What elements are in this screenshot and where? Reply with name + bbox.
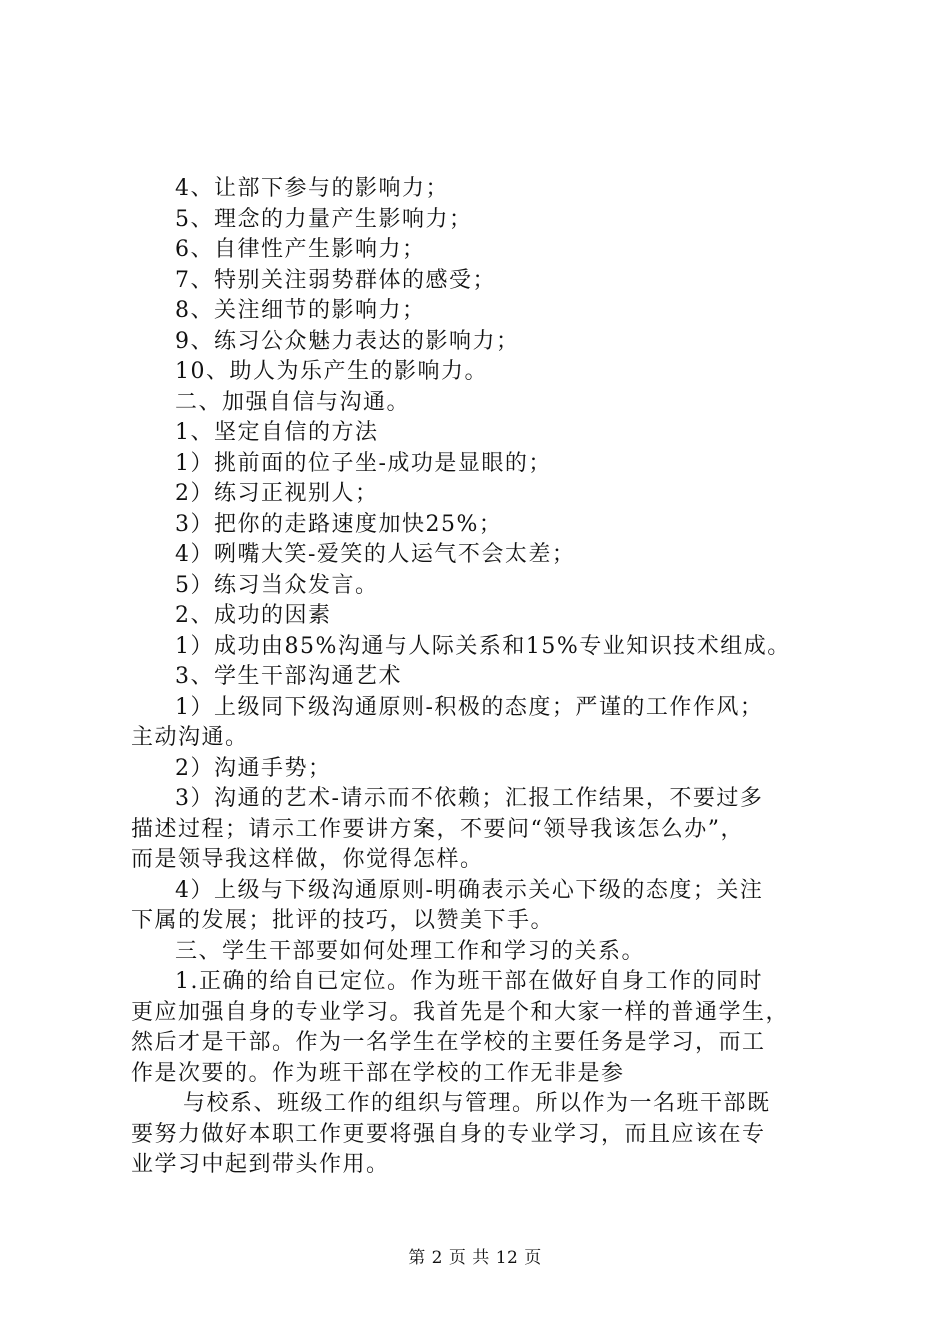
text-line: 3）把你的走路速度加快25%； — [175, 511, 503, 537]
text-line: 1）上级同下级沟通原则-积极的态度；严谨的工作作风； — [175, 694, 764, 720]
text-line: 与校系、班级工作的组织与管理。所以作为一名班干部既 — [183, 1091, 771, 1116]
text-line: 描述过程；请示工作要讲方案，不要问“领导我该怎么办”， — [131, 816, 744, 842]
text-line: 而是领导我这样做，你觉得怎样。 — [131, 847, 484, 872]
text-line: 9、练习公众魅力表达的影响力； — [175, 328, 520, 354]
text-line: 2）练习正视别人； — [175, 481, 379, 506]
text-line: 1）成功由85%沟通与人际关系和15%专业知识技术组成。 — [175, 633, 791, 659]
section-heading: 三、学生干部要如何处理工作和学习的关系。 — [175, 938, 646, 964]
text-line: 4）咧嘴大笑-爱笑的人运气不会太差； — [175, 542, 576, 567]
text-line: 更应加强自身的专业学习。我首先是个和大家一样的普通学生， — [131, 999, 790, 1025]
text-line: 2）沟通手势； — [175, 755, 332, 781]
document-body — [131, 174, 831, 1181]
text-line: 4、让部下参与的影响力； — [175, 176, 449, 201]
text-line: 1.正确的给自已定位。作为班干部在做好自身工作的同时 — [175, 969, 763, 994]
subsection-heading: 3、学生干部沟通艺术 — [175, 664, 402, 689]
text-line: 10、助人为乐产生的影响力。 — [175, 359, 488, 384]
section-heading: 二、加强自信与沟通。 — [175, 389, 411, 415]
text-line: 作是次要的。作为班干部在学校的工作无非是参 — [131, 1060, 625, 1086]
text-line: 要努力做好本职工作更要将强自身的专业学习，而且应该在专 — [131, 1121, 766, 1147]
text-line: 4）上级与下级沟通原则-明确表示关心下级的态度；关注 — [175, 877, 764, 903]
subsection-heading: 1、坚定自信的方法 — [175, 420, 379, 445]
text-line: 3）沟通的艺术-请示而不依赖；汇报工作结果，不要过多 — [175, 786, 764, 811]
text-line: 然后才是干部。作为一名学生在学校的主要任务是学习，而工 — [131, 1030, 766, 1055]
text-line: 业学习中起到带头作用。 — [131, 1152, 390, 1177]
text-line: 5、理念的力量产生影响力； — [175, 206, 473, 232]
text-line: 5）练习当众发言。 — [175, 572, 379, 598]
text-line: 8、关注细节的影响力； — [175, 298, 426, 323]
text-line: 7、特别关注弱势群体的感受； — [175, 267, 496, 293]
text-line: 下属的发展；批评的技巧，以赞美下手。 — [131, 908, 555, 933]
subsection-heading: 2、成功的因素 — [175, 603, 332, 628]
text-line: 6、自律性产生影响力； — [175, 237, 426, 262]
text-line: 1）挑前面的位子坐-成功是显眼的； — [175, 450, 552, 476]
page-footer: 第 2 页 共 12 页 — [408, 1248, 542, 1268]
text-line: 主动沟通。 — [131, 725, 249, 750]
